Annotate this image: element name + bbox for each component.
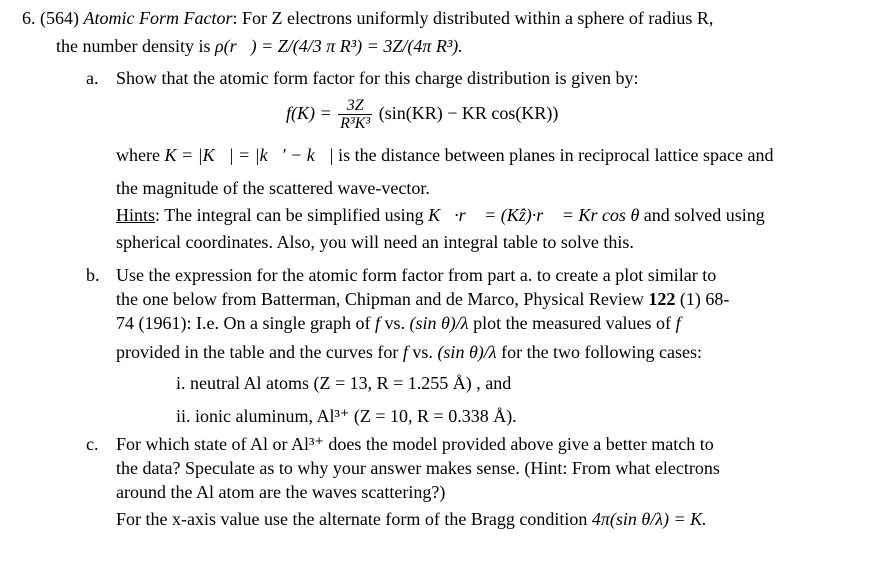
part-b-line2 (116, 288, 729, 310)
hints-text2: and solved using (643, 205, 765, 225)
part-c-line3: around the Al atom are the waves scattering?) (116, 482, 446, 502)
part-b-line2a: the one below from Batterman, Chipman and de Marco, Physical Review (116, 289, 644, 309)
part-c-line4 (116, 508, 707, 530)
formula-lhs: f(K) = (286, 103, 332, 123)
part-a-label: a. (86, 68, 99, 88)
form-factor-formula (286, 94, 558, 132)
problem-intro: : For Z electrons uniformly distributed within a sphere of radius R, (232, 8, 714, 28)
hints-label: Hints (116, 205, 156, 225)
part-b-line3-eq: (sin θ)/λ (409, 313, 469, 333)
hints-line2: spherical coordinates. Also, you will need an integral table to solve this. (116, 232, 634, 252)
formula-denominator: R³K³ (340, 115, 371, 133)
part-b-line4 (116, 341, 702, 363)
part-a-line2: the magnitude of the scattered wave-vector. (116, 178, 430, 198)
part-c-label: c. (86, 434, 99, 454)
hints-line (116, 204, 765, 226)
formula-numerator: 3Z (338, 97, 372, 115)
density-prefix: the number density is (56, 36, 211, 56)
part-b-line3c: plot the measured values of (473, 313, 672, 333)
formula-rhs: (sin(KR) − KR cos(KR)) (378, 103, 559, 123)
case-ionic-al: ii. ionic aluminum, Al³⁺ (Z = 10, R = 0.338 Å). (176, 406, 517, 426)
hints-text1: : The integral can be simplified using (155, 205, 424, 225)
where-suffix: is the distance between planes in reciprocal lattice space and (338, 145, 774, 165)
part-c-line1: For which state of Al or Al³⁺ does the model provided above give a better match to (116, 434, 714, 454)
part-b-line3-f2: f (675, 313, 681, 333)
part-b-line4c: for the two following cases: (501, 342, 703, 362)
part-b-line4-eq: (sin θ)/λ (437, 342, 497, 362)
part-b-line3-f: f (374, 313, 380, 333)
problem-number: 6. (22, 8, 36, 28)
part-b-label: b. (86, 265, 100, 285)
part-c-line4a: For the x-axis value use the alternate form of the Bragg condition (116, 509, 588, 529)
formula-fraction (338, 97, 372, 132)
part-b-line4b: vs. (412, 342, 433, 362)
density-equation: ρ(r⃗) = Z/(4/3 π R³) = 3Z/(4π R³). (214, 36, 463, 56)
problem-title: Atomic Form Factor (83, 8, 233, 28)
bragg-equation: 4π(sin θ/λ) = K. (591, 509, 707, 529)
part-a-text: Show that the atomic form factor for this charge distribution is given by: (116, 68, 639, 88)
part-b-line4-f: f (402, 342, 408, 362)
part-b-line3a: 74 (1961): I.e. On a single graph of (116, 313, 371, 333)
density-line (56, 35, 463, 57)
journal-volume: 122 (648, 289, 676, 309)
part-b-line4a: provided in the table and the curves for (116, 342, 399, 362)
where-prefix: where (116, 145, 160, 165)
part-b-line3 (116, 312, 681, 334)
part-c-line2: the data? Speculate as to why your answer makes sense. (Hint: From what electrons (116, 458, 720, 478)
case-neutral-al: i. neutral Al atoms (Z = 13, R = 1.255 Å) , and (176, 373, 512, 393)
where-line (116, 144, 773, 166)
part-b-line1: Use the expression for the atomic form factor from part a. to create a plot similar to (116, 265, 717, 285)
part-b-line3b: vs. (384, 313, 405, 333)
part-b-line2b: (1) 68- (679, 289, 730, 309)
problem-header (22, 7, 713, 29)
problem-points: (564) (40, 8, 79, 28)
hints-equation: K⃗·r⃗ = (Kẑ)·r⃗ = Kr cos θ (428, 205, 640, 225)
where-equation: K = |K⃗| = |k⃗′ − k⃗| (164, 145, 334, 165)
